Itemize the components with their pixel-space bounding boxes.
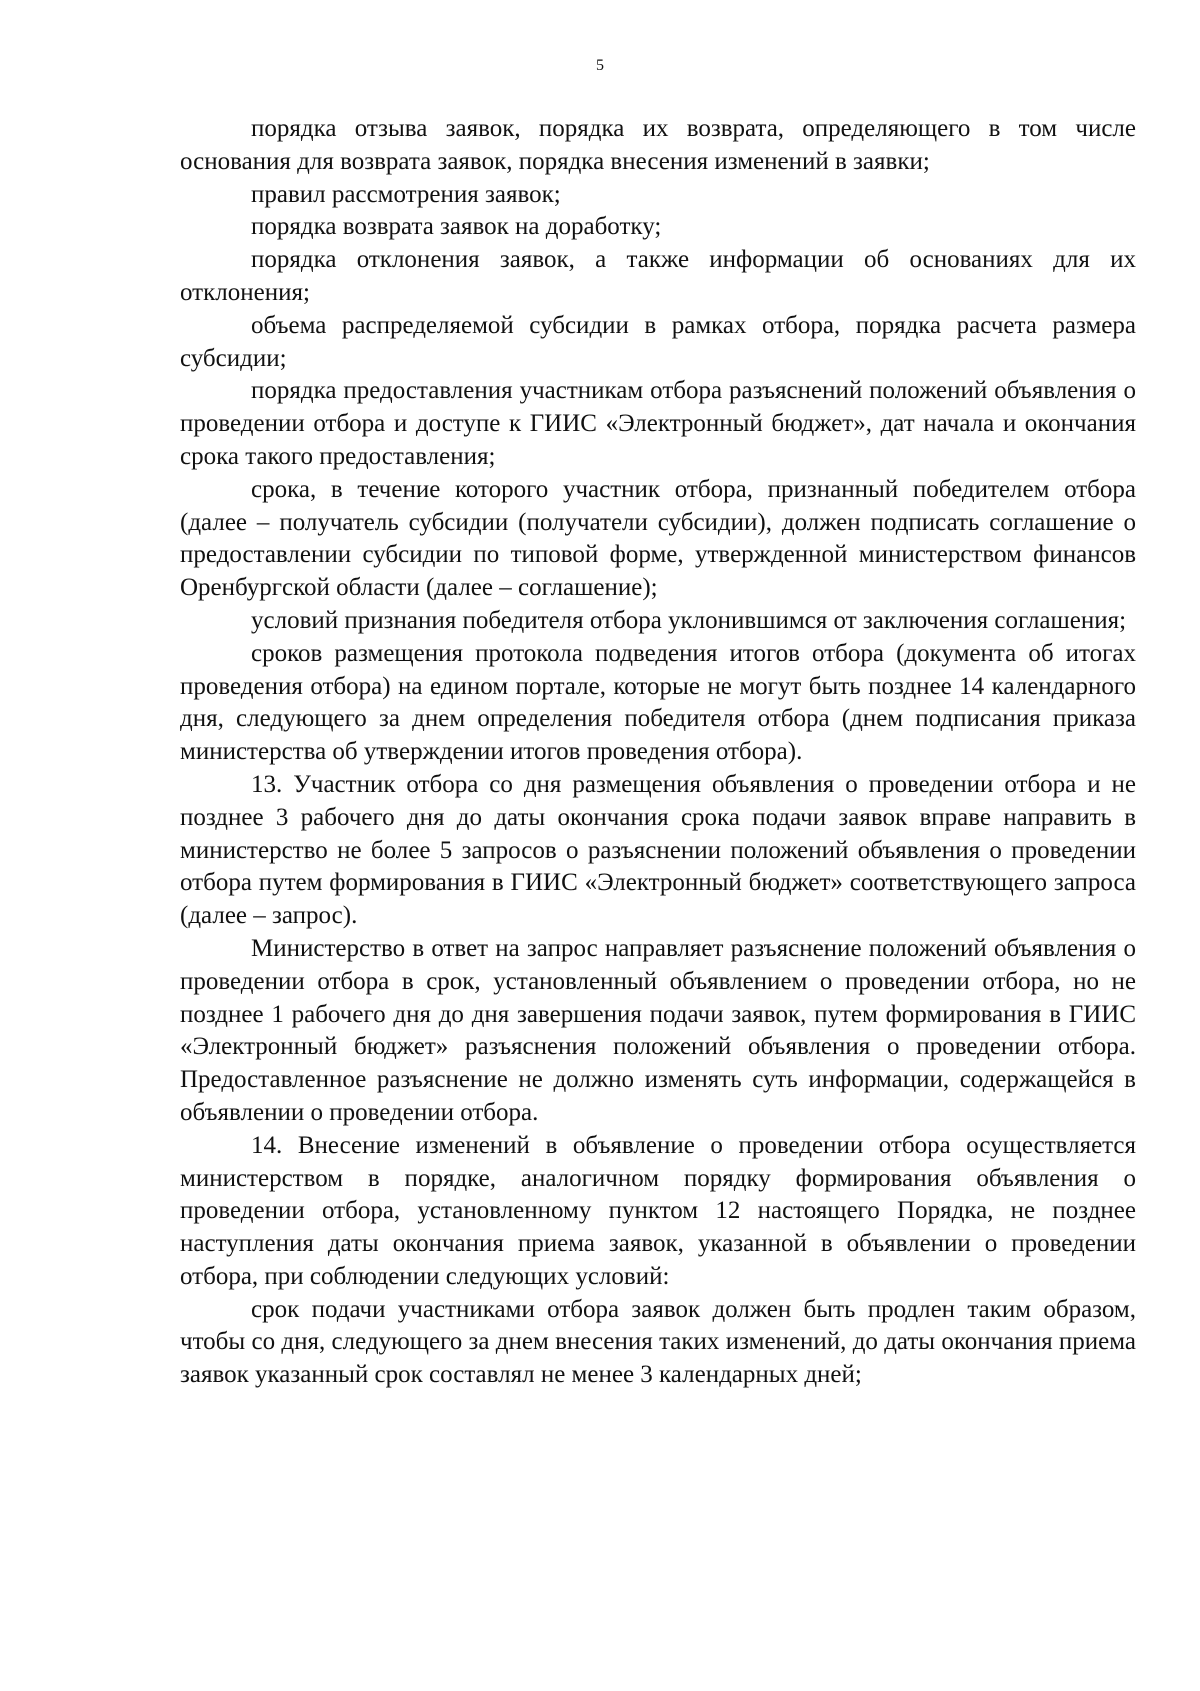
paragraph-item-13: 13. Участник отбора со дня размещения объявления о проведении отбора и не позднее 3 рабочего дня до даты окончания срока подачи заявок вправе направить в министерство не более 5 запросов о разъяснении положений объявления о проведении отбора путем формирования в ГИИС «Электронный бюджет» соответствующего запроса (далее – запрос). [180, 770, 1136, 930]
paragraph-rejection-procedure: порядка отклонения заявок, а также информации об основаниях для их отклонения; [180, 246, 1136, 306]
paragraph-ministry-response: Министерство в ответ на запрос направляет разъяснение положений объявления о проведении отбора в срок, установленный объявлением о проведении отбора, но не позднее 1 рабочего дня до дня завершения подачи заявок, путем формирования в ГИИС «Электронный бюджет» разъяснения положений объявления о проведении отбора. Предоставленное разъяснение не должно изменять суть информации, содержащейся в объявлении о проведении отбора. [180, 934, 1136, 1126]
paragraph-protocol-publication: сроков размещения протокола подведения итогов отбора (документа об итогах проведения отбора) на едином портале, которые не могут быть позднее 14 календарного дня, следующего за днем определения победителя отбора (днем подписания приказа министерства об утверждении итогов проведения отбора). [180, 639, 1136, 766]
paragraph-submission-extension: срок подачи участниками отбора заявок должен быть продлен таким образом, чтобы со дня, следующего за днем внесения таких изменений, до даты окончания приема заявок указанный срок составлял не менее 3 календарных дней; [180, 1295, 1136, 1389]
paragraph-agreement-signing-term: срока, в течение которого участник отбора, признанный победителем отбора (далее – получатель субсидии (получатели субсидии), должен подписать соглашение о предоставлении субсидии по типовой форме, утвержденной министерством финансов Оренбургской области (далее – соглашение); [180, 475, 1136, 602]
paragraph-withdrawal-procedure: порядка отзыва заявок, порядка их возврата, определяющего в том числе основания для возврата заявок, порядка внесения изменений в заявки; [180, 115, 1136, 175]
document-body [180, 113, 1136, 1392]
paragraph-return-for-revision: порядка возврата заявок на доработку; [251, 213, 662, 241]
paragraph-subsidy-volume: объема распределяемой субсидии в рамках отбора, порядка расчета размера субсидии; [180, 311, 1136, 372]
paragraph-evasion-conditions: условий признания победителя отбора уклонившимся от заключения соглашения; [251, 606, 1127, 634]
paragraph-item-14: 14. Внесение изменений в объявление о проведении отбора осуществляется министерством в порядке, аналогичном порядку формирования объявления о проведении отбора, установленному пунктом 12 настоящего Порядка, не позднее наступления даты окончания приема заявок, указанной в объявлении о проведении отбора, при соблюдении следующих условий: [180, 1131, 1136, 1290]
paragraph-clarifications-procedure: порядка предоставления участникам отбора разъяснений положений объявления о проведении отбора и доступе к ГИИС «Электронный бюджет», дат начала и окончания срока такого предоставления; [180, 377, 1136, 470]
page-number: 5 [596, 57, 604, 74]
paragraph-review-rules: правил рассмотрения заявок; [251, 180, 561, 208]
